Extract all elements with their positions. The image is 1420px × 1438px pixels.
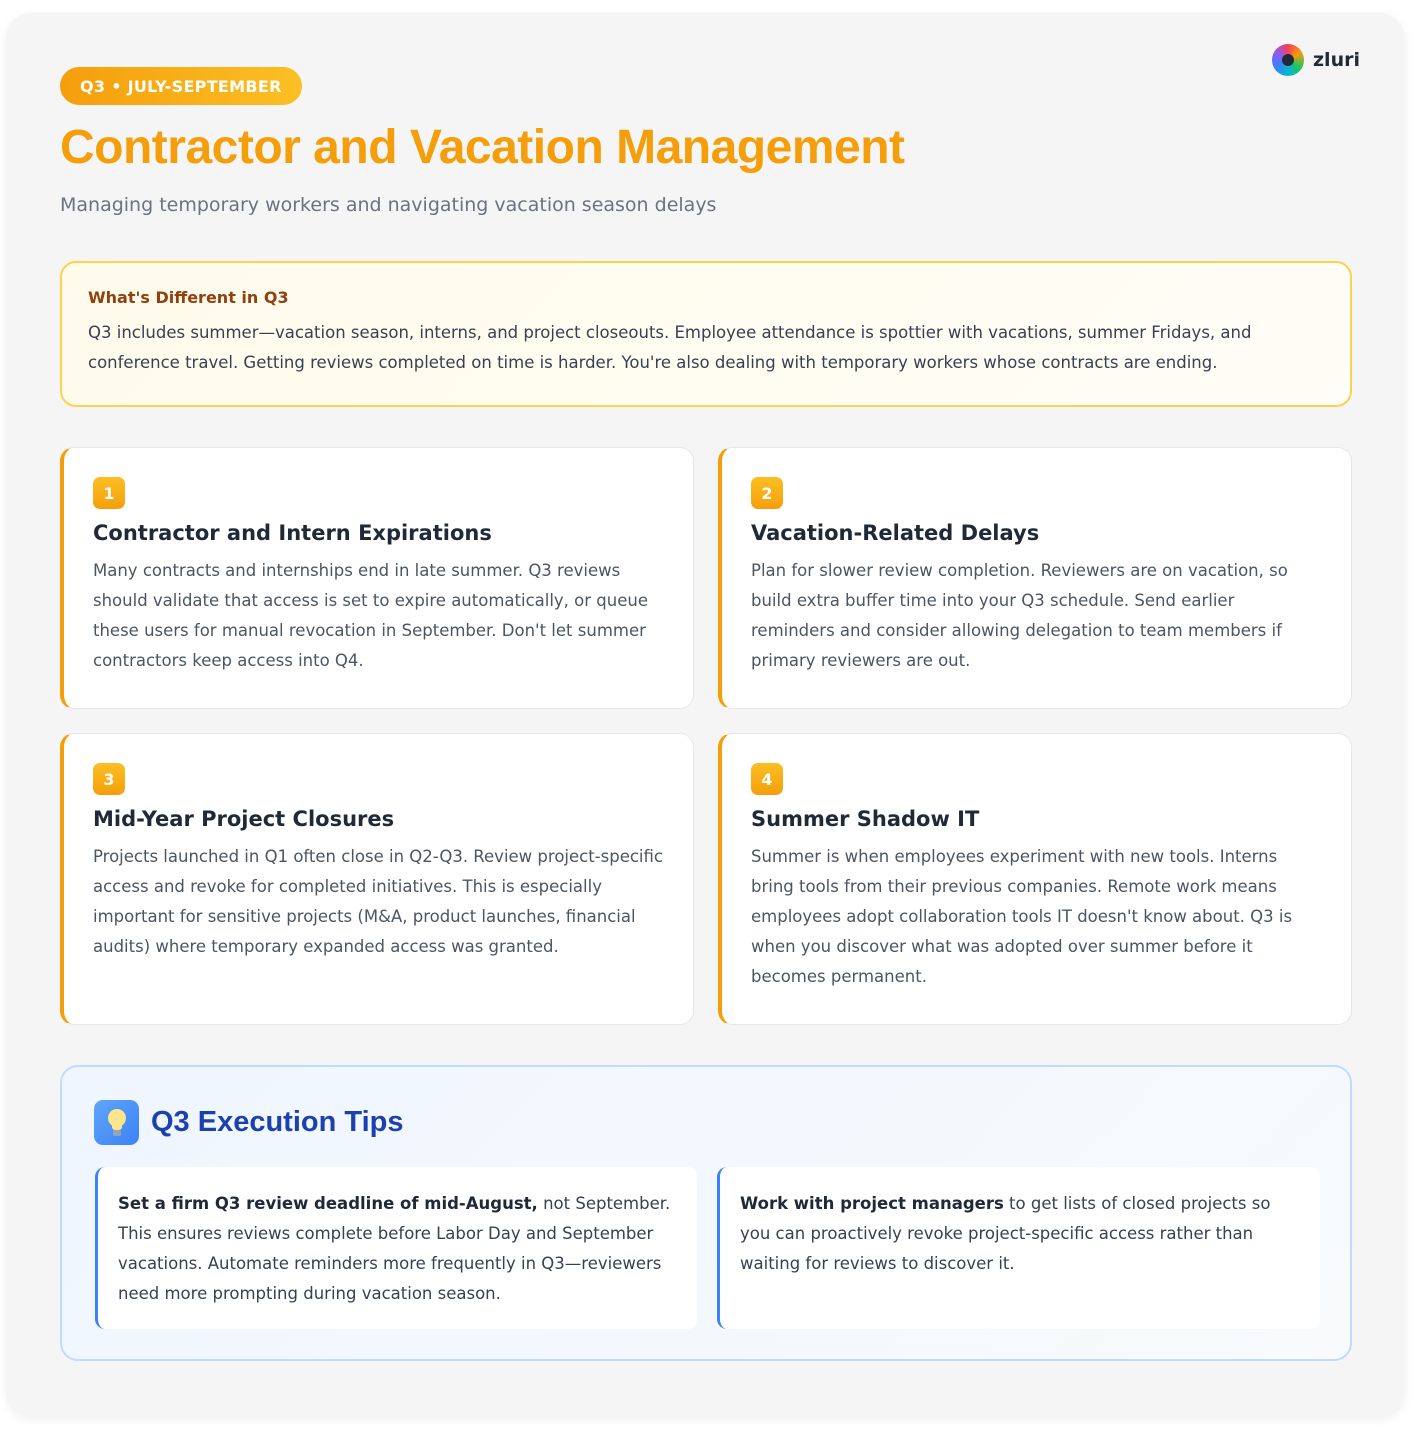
challenge-title: Summer Shadow IT (751, 807, 980, 831)
tips-header (94, 1100, 403, 1145)
page-title: Contractor and Vacation Management (60, 121, 905, 174)
challenge-card-2 (718, 447, 1352, 709)
challenge-title: Vacation-Related Delays (751, 521, 1040, 545)
challenge-title: Mid-Year Project Closures (93, 807, 395, 831)
challenge-title: Contractor and Intern Expirations (93, 521, 492, 545)
challenge-card-3 (60, 733, 694, 1025)
challenge-number: 2 (751, 477, 783, 509)
challenge-number: 1 (93, 477, 125, 509)
tip-text: not September. This ensures reviews complete before Labor Day and September vacations. Automate reminders more frequently in Q3—reviewers need more prompting during vacation season. (118, 1194, 671, 1303)
quarter-badge: Q3 • JULY-SEPTEMBER (60, 67, 302, 105)
zluri-logo-icon (1272, 44, 1304, 76)
callout-title: What's Different in Q3 (88, 288, 289, 307)
challenge-body: Summer is when employees experiment with new tools. Interns bring tools from their previous companies. Remote work means employees adopt collaboration tools IT doesn't know about. Q3 is when you discover what was adopted over summer before it becomes permanent. (751, 847, 1293, 986)
callout-body: Q3 includes summer—vacation season, interns, and project closeouts. Employee attendance is spottier with vacations, summer Fridays, and conference travel. Getting reviews completed on time is harder. You're also dealing with temporary workers whose contracts are ending. (88, 323, 1252, 372)
tip-lead: Work with project managers (740, 1194, 1004, 1213)
challenge-number: 3 (93, 763, 125, 795)
tip-card-1 (95, 1167, 697, 1329)
challenge-body: Projects launched in Q1 often close in Q2-Q3. Review project-specific access and revoke for completed initiatives. This is especially important for sensitive projects (M&A, product launches, financial audits) where temporary expanded access was granted. (93, 847, 663, 956)
whats-different-callout (60, 261, 1352, 407)
tip-lead: Set a firm Q3 review deadline of mid-August, (118, 1194, 538, 1213)
tips-title: Q3 Execution Tips (151, 1106, 404, 1138)
brand-logo (1272, 44, 1360, 76)
tip-card-2 (717, 1167, 1320, 1329)
lightbulb-icon (94, 1100, 139, 1145)
page-subtitle: Managing temporary workers and navigating vacation season delays (60, 194, 717, 216)
challenge-body: Plan for slower review completion. Reviewers are on vacation, so build extra buffer time into your Q3 schedule. Send earlier reminders and consider allowing delegation to team members if primary reviewers are out. (751, 561, 1288, 670)
challenge-card-4 (718, 733, 1352, 1025)
challenge-body: Many contracts and internships end in late summer. Q3 reviews should validate that access is set to expire automatically, or queue these users for manual revocation in September. Don't let summer contractors keep access into Q4. (93, 561, 648, 670)
execution-tips-panel (60, 1065, 1352, 1361)
tip-text: to get lists of closed projects so you can proactively revoke project-specific access rather than waiting for reviews to discover it. (740, 1194, 1271, 1273)
challenge-number: 4 (751, 763, 783, 795)
challenge-card-1 (60, 447, 694, 709)
brand-name: zluri (1313, 49, 1360, 71)
